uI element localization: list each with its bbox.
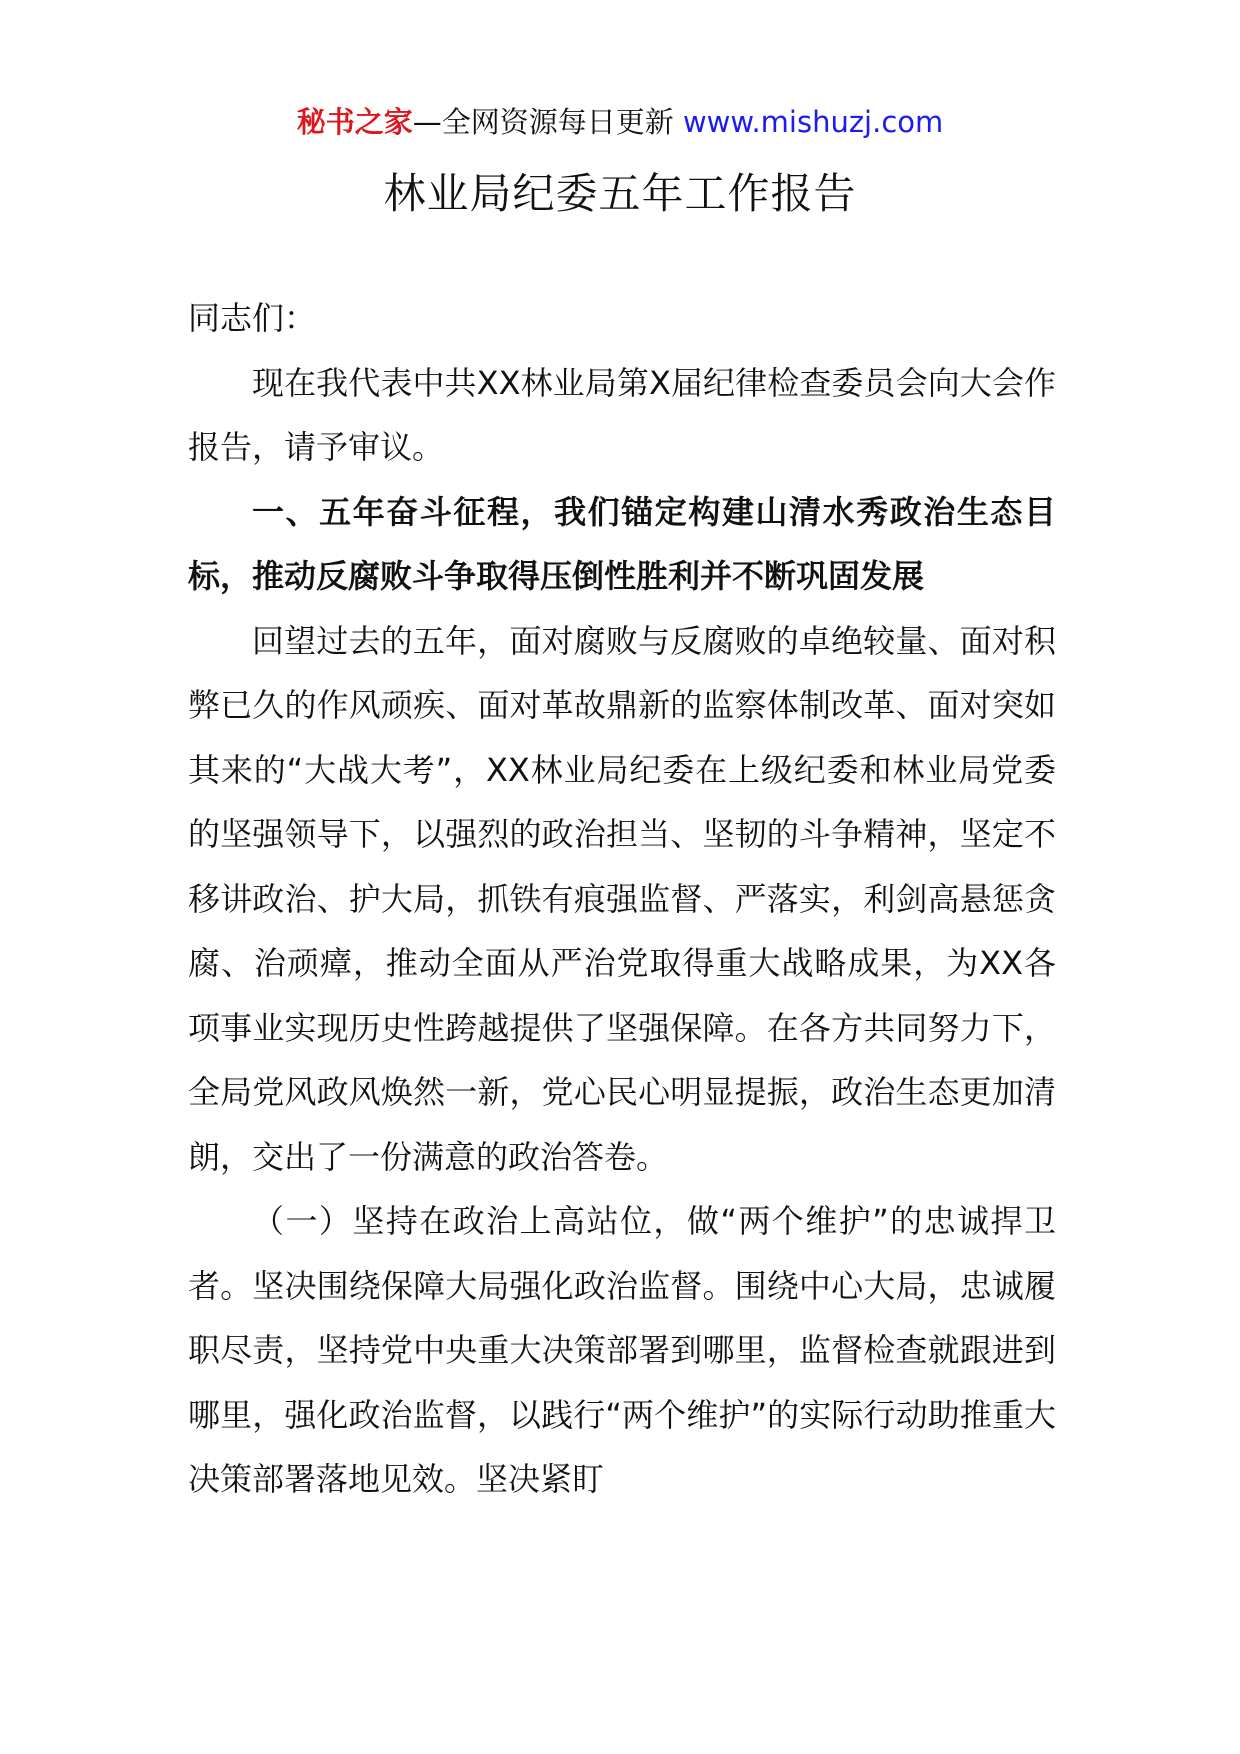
header-banner [0, 102, 1240, 142]
salutation: 同志们： [188, 299, 317, 337]
banner-tagline: —全网资源每日更新 [412, 105, 683, 139]
document-title: 林业局纪委五年工作报告 [383, 169, 857, 218]
website-link[interactable]: www.mishuzj.com [682, 105, 944, 139]
paragraph-subsection-1: （一）坚持在政治上高站位，做“两个维护”的忠诚捍卫者。坚决围绕保障大局强化政治监督。围绕中心大局，忠诚履职尽责，坚持党中央重大决策部署到哪里，监督检查就跟进到哪里，强化政治监督，以践行“两个维护”的实际行动助推重大决策部署落地见效。坚决紧盯 [188, 1202, 1056, 1498]
section-heading: 一、五年奋斗征程，我们锚定构建山清水秀政治生态目标，推动反腐败斗争取得压倒性胜利并不断巩固发展 [188, 492, 1056, 595]
paragraph-intro: 现在我代表中共XX林业局第X届纪律检查委员会向大会作报告，请予审议。 [188, 363, 1056, 466]
brand-name: 秘书之家 [296, 105, 413, 139]
document-body [188, 286, 1056, 1512]
paragraph-review: 回望过去的五年，面对腐败与反腐败的卓绝较量、面对积弊已久的作风顽疾、面对革故鼎新的监察体制改革、面对突如其来的“大战大考”，XX林业局纪委在上级纪委和林业局党委的坚强领导下，以强烈的政治担当、坚韧的斗争精神，坚定不移讲政治、护大局，抓铁有痕强监督、严落实，利剑高悬惩贪腐、治顽瘴，推动全面从严治党取得重大战略成果，为XX各项事业实现历史性跨越提供了坚强保障。在各方共同努力下，全局党风政风焕然一新，党心民心明显提振，政治生态更加清朗，交出了一份满意的政治答卷。 [188, 621, 1056, 1176]
